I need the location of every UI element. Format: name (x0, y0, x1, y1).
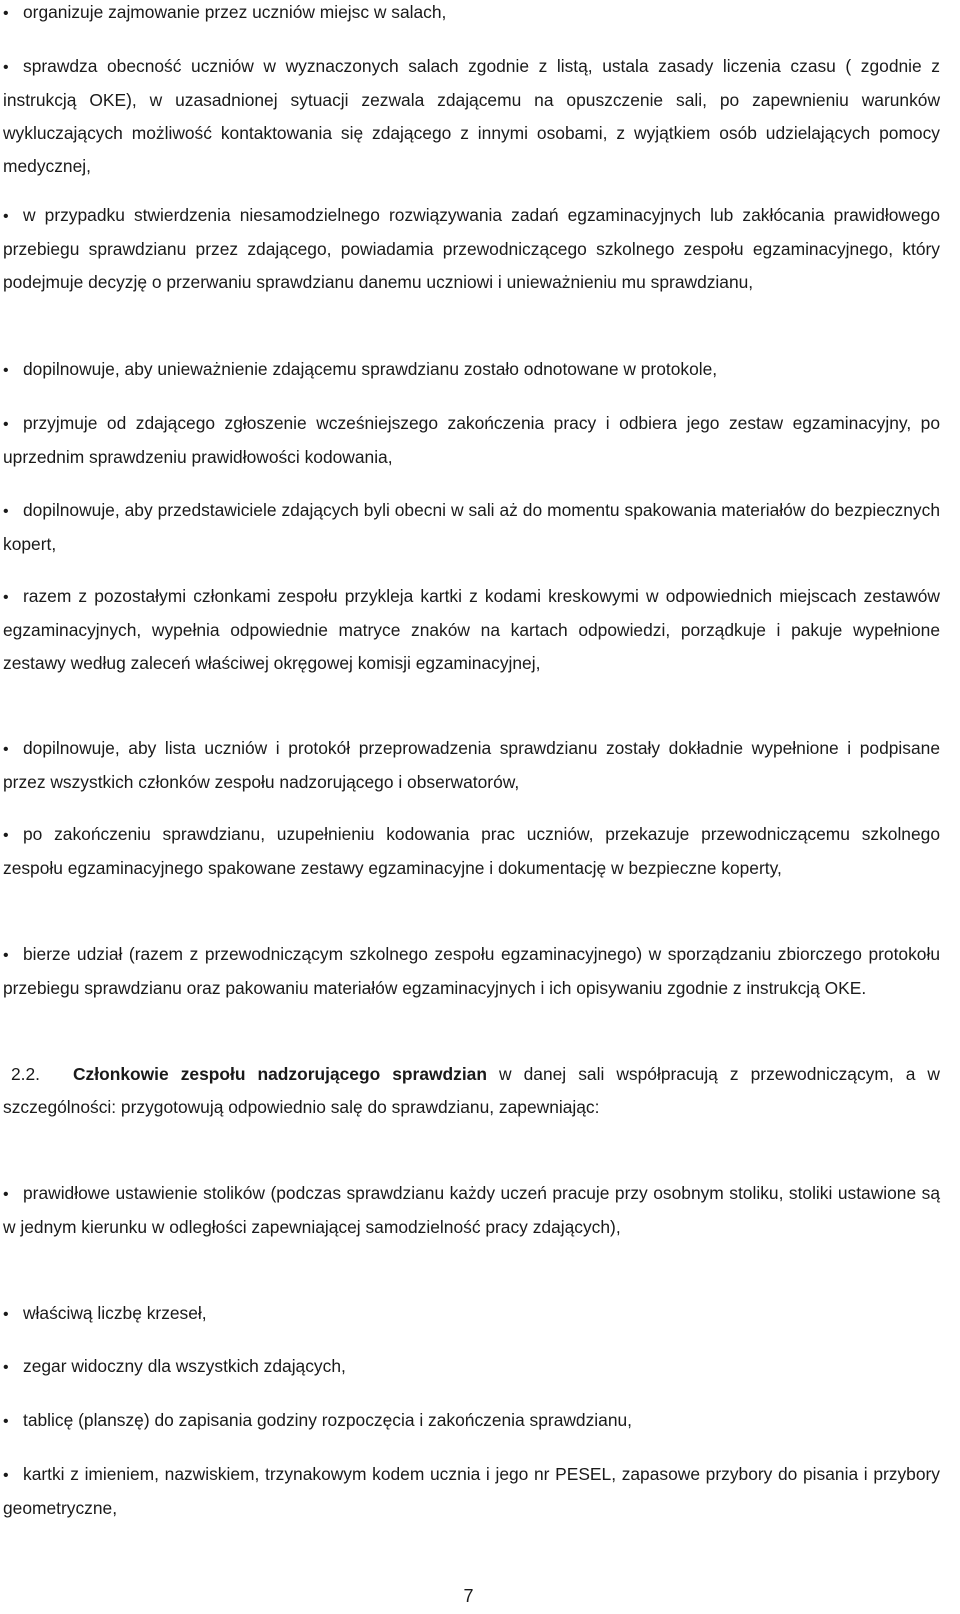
list-item (3, 199, 940, 299)
list-item (3, 818, 940, 885)
list-item-text: zegar widoczny dla wszystkich zdających, (23, 1356, 346, 1376)
list-item (3, 494, 940, 561)
list-item (3, 1458, 940, 1525)
list-item-text: kartki z imieniem, nazwiskiem, trzynakowym kodem ucznia i jego nr PESEL, zapasowe przybory do pisania i przybory geometryczne, (3, 1464, 940, 1518)
list-item-text: tablicę (planszę) do zapisania godziny rozpoczęcia i zakończenia sprawdzianu, (23, 1410, 633, 1430)
list-item (3, 732, 940, 799)
list-item (3, 0, 940, 30)
list-item-text: bierze udział (razem z przewodniczącym szkolnego zespołu egzaminacyjnego) w sporządzaniu zbiorczego protokołu przebiegu sprawdzianu oraz pakowaniu materiałów egzaminacyjnych i ich opisywaniu zgodnie z instrukcją OKE. (3, 944, 940, 998)
list-item-text: w przypadku stwierdzenia niesamodzielnego rozwiązywania zadań egzaminacyjnych lub zakłócania prawidłowego przebiegu sprawdzianu przez zdającego, powiadamia przewodniczącego szkolnego zespołu egzaminacyjnego, który podejmuje decyzję o przerwaniu sprawdzianu danemu uczniowi i unieważnieniu mu sprawdzianu, (3, 205, 940, 292)
list-item-text: przyjmuje od zdającego zgłoszenie wcześniejszego zakończenia pracy i odbiera jego zestaw egzaminacyjny, po uprzednim sprawdzeniu prawidłowości kodowania, (3, 413, 940, 467)
section-paragraph: 2.2. Członkowie zespołu nadzorującego sprawdzian w danej sali współpracują z przewodniczącym, a w szczególności: przygotowują odpowiednio salę do sprawdzianu, zapewniając: (3, 1064, 940, 1117)
list-item-text: po zakończeniu sprawdzianu, uzupełnieniu kodowania prac uczniów, przekazuje przewodniczącemu szkolnego zespołu egzaminacyjnego spakowane zestawy egzaminacyjne i dokumentację w bezpieczne koperty, (3, 824, 940, 878)
list-item (3, 1350, 940, 1384)
section-heading: Członkowie zespołu nadzorującego sprawdzian (73, 1064, 487, 1084)
list-item-text: dopilnowuje, aby unieważnienie zdającemu sprawdzianu zostało odnotowane w protokole, (23, 359, 718, 379)
list-item (3, 1297, 940, 1331)
list-item-text: właściwą liczbę krzeseł, (23, 1303, 207, 1323)
list-item (3, 938, 940, 1005)
list-item-text: prawidłowe ustawienie stolików (podczas sprawdzianu każdy uczeń pracuje przy osobnym stoliku, stoliki ustawione są w jednym kierunku w odległości zapewniającej samodzielność pracy zdających), (3, 1183, 940, 1237)
list-item (3, 50, 940, 183)
list-item-text: dopilnowuje, aby przedstawiciele zdających byli obecni w sali aż do momentu spakowania materiałów do bezpiecznych kopert, (3, 500, 940, 554)
list-item (3, 580, 940, 680)
list-item-text: dopilnowuje, aby lista uczniów i protokół przeprowadzenia sprawdzianu zostały dokładnie wypełnione i podpisane przez wszystkich członków zespołu nadzorującego i obserwatorów, (3, 738, 940, 792)
list-item-text: organizuje zajmowanie przez uczniów miejsc w salach, (23, 2, 447, 22)
section-text: w danej sali współpracują z przewodniczącym, a w szczególności: przygotowują odpowiednio salę do sprawdzianu, zapewniając: (3, 1064, 940, 1117)
list-item (3, 1404, 940, 1438)
list-item-text: sprawdza obecność uczniów w wyznaczonych salach zgodnie z listą, ustala zasady liczenia czasu ( zgodnie z instrukcją OKE), w uzasadnionej sytuacji zezwala zdającemu na opuszczenie sali, po zapewnieniu warunków wykluczających możliwość kontaktowania się zdającego z innymi osobami, z wyjątkiem osób udzielających pomocy medycznej, (3, 56, 940, 176)
list-item (3, 1177, 940, 1244)
list-item (3, 353, 940, 387)
list-item (3, 407, 940, 474)
list-item-text: razem z pozostałymi członkami zespołu przykleja kartki z kodami kreskowymi w odpowiednich miejscach zestawów egzaminacyjnych, wypełnia odpowiednie matryce znaków na kartach odpowiedzi, porządkuje i pakuje wypełnione zestawy według zaleceń właściwej okręgowej komisji egzaminacyjnej, (3, 586, 940, 673)
page-number: 7 (463, 1586, 474, 1606)
